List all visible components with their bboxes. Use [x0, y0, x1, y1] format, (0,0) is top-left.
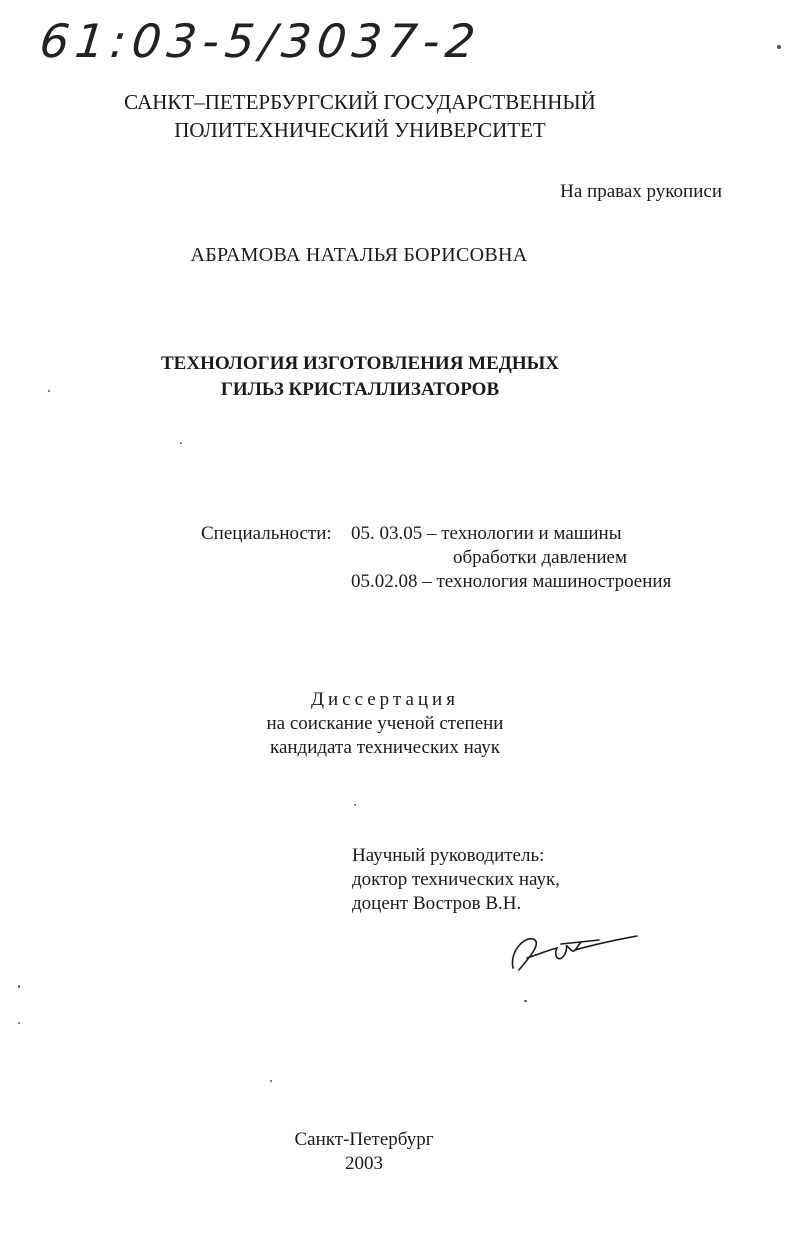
scan-speck — [180, 442, 182, 444]
signature-image — [505, 920, 645, 989]
supervisor-name: доцент Востров В.Н. — [352, 893, 522, 914]
specialties-label: Специальности: — [201, 523, 332, 544]
dissertation-title — [0, 351, 720, 403]
scan-speck — [270, 1080, 272, 1082]
degree-field-line: кандидата технических наук — [270, 737, 500, 758]
title-line-1: ТЕХНОЛОГИЯ ИЗГОТОВЛЕНИЯ МЕДНЫХ — [161, 353, 559, 374]
supervisor-degree: доктор технических наук, — [352, 869, 560, 890]
institution-line-1: САНКТ–ПЕТЕРБУРГСКИЙ ГОСУДАРСТВЕННЫЙ — [124, 90, 596, 114]
author-name: АБРАМОВА НАТАЛЬЯ БОРИСОВНА — [190, 244, 528, 266]
scan-speck — [777, 45, 781, 49]
supervisor-label: Научный руководитель: — [352, 845, 545, 866]
degree-line: на соискание ученой степени — [266, 713, 504, 734]
scan-speck — [18, 985, 20, 988]
specialty-1: 05. 03.05 – технологии и машины — [351, 523, 622, 544]
scan-speck — [354, 804, 356, 806]
rights-note: На правах рукописи — [560, 181, 722, 202]
dissertation-heading: Диссертация — [311, 689, 459, 710]
place-and-year — [0, 1128, 728, 1176]
supervisor-block — [352, 844, 560, 916]
dissertation-block — [0, 688, 770, 760]
specialty-1-continuation: обработки давлением — [453, 547, 627, 568]
institution-line-2: ПОЛИТЕХНИЧЕСКИЙ УНИВЕРСИТЕТ — [174, 118, 546, 142]
specialty-2: 05.02.08 – технология машиностроения — [351, 571, 672, 592]
archive-code: 61:03-5/3037-2 — [37, 14, 484, 68]
institution-name — [0, 88, 720, 144]
scan-speck — [18, 1022, 20, 1024]
title-line-2: ГИЛЬЗ КРИСТАЛЛИЗАТОРОВ — [220, 379, 500, 400]
year: 2003 — [345, 1153, 383, 1174]
scan-speck — [524, 1000, 527, 1002]
scan-speck — [48, 390, 50, 392]
place: Санкт-Петербург — [294, 1129, 434, 1150]
